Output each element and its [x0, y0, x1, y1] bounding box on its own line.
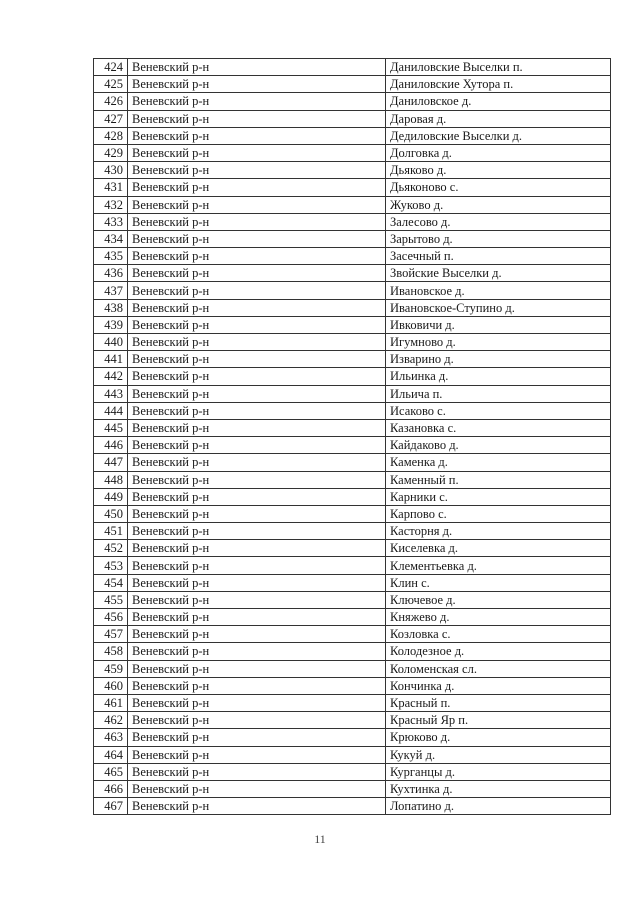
row-number-cell: 444: [94, 402, 128, 419]
table-row: [94, 385, 611, 402]
table-row: [94, 557, 611, 574]
district-cell: Веневский р-н: [128, 93, 386, 110]
table-row: [94, 351, 611, 368]
settlement-name-cell: Ильича п.: [386, 385, 611, 402]
settlement-name-cell: Клин с.: [386, 574, 611, 591]
settlement-name-cell: Кончинка д.: [386, 677, 611, 694]
row-number-cell: 452: [94, 540, 128, 557]
table-row: [94, 712, 611, 729]
table-row: [94, 248, 611, 265]
district-cell: Веневский р-н: [128, 299, 386, 316]
table-row: [94, 798, 611, 815]
table-row: [94, 729, 611, 746]
table-row: [94, 144, 611, 161]
row-number-cell: 460: [94, 677, 128, 694]
settlement-name-cell: Исаково с.: [386, 402, 611, 419]
row-number-cell: 463: [94, 729, 128, 746]
settlement-name-cell: Лопатино д.: [386, 798, 611, 815]
district-cell: Веневский р-н: [128, 127, 386, 144]
table-row: [94, 213, 611, 230]
table-row: [94, 694, 611, 711]
table-row: [94, 574, 611, 591]
settlement-name-cell: Изварино д.: [386, 351, 611, 368]
settlement-name-cell: Ивковичи д.: [386, 316, 611, 333]
row-number-cell: 447: [94, 454, 128, 471]
table-row: [94, 660, 611, 677]
district-cell: Веневский р-н: [128, 59, 386, 76]
table-row: [94, 626, 611, 643]
district-cell: Веневский р-н: [128, 402, 386, 419]
table-row: [94, 471, 611, 488]
row-number-cell: 443: [94, 385, 128, 402]
district-cell: Веневский р-н: [128, 179, 386, 196]
page-number: 11: [314, 832, 326, 846]
table-row: [94, 763, 611, 780]
table-row: [94, 299, 611, 316]
table-row: [94, 540, 611, 557]
row-number-cell: 445: [94, 419, 128, 436]
district-cell: Веневский р-н: [128, 351, 386, 368]
settlement-name-cell: Красный п.: [386, 694, 611, 711]
row-number-cell: 458: [94, 643, 128, 660]
row-number-cell: 427: [94, 110, 128, 127]
row-number-cell: 438: [94, 299, 128, 316]
district-cell: Веневский р-н: [128, 505, 386, 522]
district-cell: Веневский р-н: [128, 523, 386, 540]
row-number-cell: 454: [94, 574, 128, 591]
district-cell: Веневский р-н: [128, 76, 386, 93]
table-row: [94, 368, 611, 385]
row-number-cell: 426: [94, 93, 128, 110]
settlement-name-cell: Жуково д.: [386, 196, 611, 213]
settlement-name-cell: Дьяконово с.: [386, 179, 611, 196]
table-row: [94, 780, 611, 797]
table-row: [94, 609, 611, 626]
settlement-name-cell: Крюково д.: [386, 729, 611, 746]
row-number-cell: 440: [94, 334, 128, 351]
district-cell: Веневский р-н: [128, 557, 386, 574]
table-row: [94, 162, 611, 179]
row-number-cell: 453: [94, 557, 128, 574]
row-number-cell: 435: [94, 248, 128, 265]
settlement-name-cell: Курганцы д.: [386, 763, 611, 780]
settlement-name-cell: Ильинка д.: [386, 368, 611, 385]
settlement-name-cell: Касторня д.: [386, 523, 611, 540]
settlement-name-cell: Даниловские Выселки п.: [386, 59, 611, 76]
row-number-cell: 465: [94, 763, 128, 780]
district-cell: Веневский р-н: [128, 609, 386, 626]
row-number-cell: 441: [94, 351, 128, 368]
row-number-cell: 448: [94, 471, 128, 488]
table-row: [94, 437, 611, 454]
settlement-name-cell: Козловка с.: [386, 626, 611, 643]
row-number-cell: 429: [94, 144, 128, 161]
table-row: [94, 746, 611, 763]
row-number-cell: 450: [94, 505, 128, 522]
settlement-name-cell: Звойские Выселки д.: [386, 265, 611, 282]
district-cell: Веневский р-н: [128, 798, 386, 815]
district-cell: Веневский р-н: [128, 660, 386, 677]
district-cell: Веневский р-н: [128, 591, 386, 608]
district-cell: Веневский р-н: [128, 230, 386, 247]
district-cell: Веневский р-н: [128, 540, 386, 557]
row-number-cell: 433: [94, 213, 128, 230]
district-cell: Веневский р-н: [128, 248, 386, 265]
row-number-cell: 459: [94, 660, 128, 677]
table-row: [94, 93, 611, 110]
row-number-cell: 467: [94, 798, 128, 815]
settlement-name-cell: Даровая д.: [386, 110, 611, 127]
table-row: [94, 643, 611, 660]
settlement-name-cell: Зарытово д.: [386, 230, 611, 247]
table-row: [94, 316, 611, 333]
settlement-name-cell: Ивановское д.: [386, 282, 611, 299]
district-cell: Веневский р-н: [128, 368, 386, 385]
district-cell: Веневский р-н: [128, 334, 386, 351]
row-number-cell: 449: [94, 488, 128, 505]
settlement-name-cell: Игумново д.: [386, 334, 611, 351]
district-cell: Веневский р-н: [128, 437, 386, 454]
row-number-cell: 436: [94, 265, 128, 282]
district-cell: Веневский р-н: [128, 316, 386, 333]
table-row: [94, 523, 611, 540]
settlement-name-cell: Даниловское д.: [386, 93, 611, 110]
table-row: [94, 265, 611, 282]
table-row: [94, 179, 611, 196]
table-row: [94, 59, 611, 76]
district-cell: Веневский р-н: [128, 385, 386, 402]
table-row: [94, 591, 611, 608]
district-cell: Веневский р-н: [128, 282, 386, 299]
table-row: [94, 196, 611, 213]
district-cell: Веневский р-н: [128, 419, 386, 436]
settlement-name-cell: Коломенская сл.: [386, 660, 611, 677]
district-cell: Веневский р-н: [128, 196, 386, 213]
district-cell: Веневский р-н: [128, 144, 386, 161]
row-number-cell: 431: [94, 179, 128, 196]
table-row: [94, 505, 611, 522]
settlement-name-cell: Ключевое д.: [386, 591, 611, 608]
table-row: [94, 76, 611, 93]
table-row: [94, 110, 611, 127]
settlement-name-cell: Кукуй д.: [386, 746, 611, 763]
district-cell: Веневский р-н: [128, 729, 386, 746]
table-row: [94, 282, 611, 299]
district-cell: Веневский р-н: [128, 162, 386, 179]
table-row: [94, 454, 611, 471]
district-cell: Веневский р-н: [128, 265, 386, 282]
table-row: [94, 677, 611, 694]
district-cell: Веневский р-н: [128, 763, 386, 780]
settlement-name-cell: Долговка д.: [386, 144, 611, 161]
settlement-name-cell: Киселевка д.: [386, 540, 611, 557]
table-row: [94, 230, 611, 247]
settlement-name-cell: Даниловские Хутора п.: [386, 76, 611, 93]
table-body: [94, 59, 611, 815]
district-cell: Веневский р-н: [128, 643, 386, 660]
district-cell: Веневский р-н: [128, 780, 386, 797]
settlement-name-cell: Дедиловские Выселки д.: [386, 127, 611, 144]
district-cell: Веневский р-н: [128, 574, 386, 591]
settlement-name-cell: Клементьевка д.: [386, 557, 611, 574]
table-row: [94, 127, 611, 144]
row-number-cell: 461: [94, 694, 128, 711]
table-row: [94, 419, 611, 436]
row-number-cell: 451: [94, 523, 128, 540]
table-row: [94, 334, 611, 351]
district-cell: Веневский р-н: [128, 471, 386, 488]
table-row: [94, 402, 611, 419]
district-cell: Веневский р-н: [128, 626, 386, 643]
settlements-table: [93, 58, 611, 815]
settlement-name-cell: Красный Яр п.: [386, 712, 611, 729]
district-cell: Веневский р-н: [128, 488, 386, 505]
row-number-cell: 464: [94, 746, 128, 763]
row-number-cell: 434: [94, 230, 128, 247]
row-number-cell: 425: [94, 76, 128, 93]
row-number-cell: 462: [94, 712, 128, 729]
row-number-cell: 455: [94, 591, 128, 608]
settlement-name-cell: Каменка д.: [386, 454, 611, 471]
settlement-name-cell: Каменный п.: [386, 471, 611, 488]
settlement-name-cell: Казановка с.: [386, 419, 611, 436]
district-cell: Веневский р-н: [128, 677, 386, 694]
district-cell: Веневский р-н: [128, 454, 386, 471]
table-row: [94, 488, 611, 505]
settlement-name-cell: Кайдаково д.: [386, 437, 611, 454]
row-number-cell: 456: [94, 609, 128, 626]
row-number-cell: 446: [94, 437, 128, 454]
settlement-name-cell: Колодезное д.: [386, 643, 611, 660]
row-number-cell: 457: [94, 626, 128, 643]
row-number-cell: 424: [94, 59, 128, 76]
district-cell: Веневский р-н: [128, 110, 386, 127]
row-number-cell: 466: [94, 780, 128, 797]
settlement-name-cell: Залесово д.: [386, 213, 611, 230]
row-number-cell: 428: [94, 127, 128, 144]
district-cell: Веневский р-н: [128, 712, 386, 729]
district-cell: Веневский р-н: [128, 694, 386, 711]
settlement-name-cell: Дьяково д.: [386, 162, 611, 179]
settlement-name-cell: Карники с.: [386, 488, 611, 505]
row-number-cell: 442: [94, 368, 128, 385]
settlement-name-cell: Карпово с.: [386, 505, 611, 522]
row-number-cell: 439: [94, 316, 128, 333]
settlement-name-cell: Княжево д.: [386, 609, 611, 626]
settlement-name-cell: Засечный п.: [386, 248, 611, 265]
settlement-name-cell: Ивановское-Ступино д.: [386, 299, 611, 316]
row-number-cell: 432: [94, 196, 128, 213]
row-number-cell: 437: [94, 282, 128, 299]
district-cell: Веневский р-н: [128, 213, 386, 230]
settlement-name-cell: Кухтинка д.: [386, 780, 611, 797]
row-number-cell: 430: [94, 162, 128, 179]
district-cell: Веневский р-н: [128, 746, 386, 763]
